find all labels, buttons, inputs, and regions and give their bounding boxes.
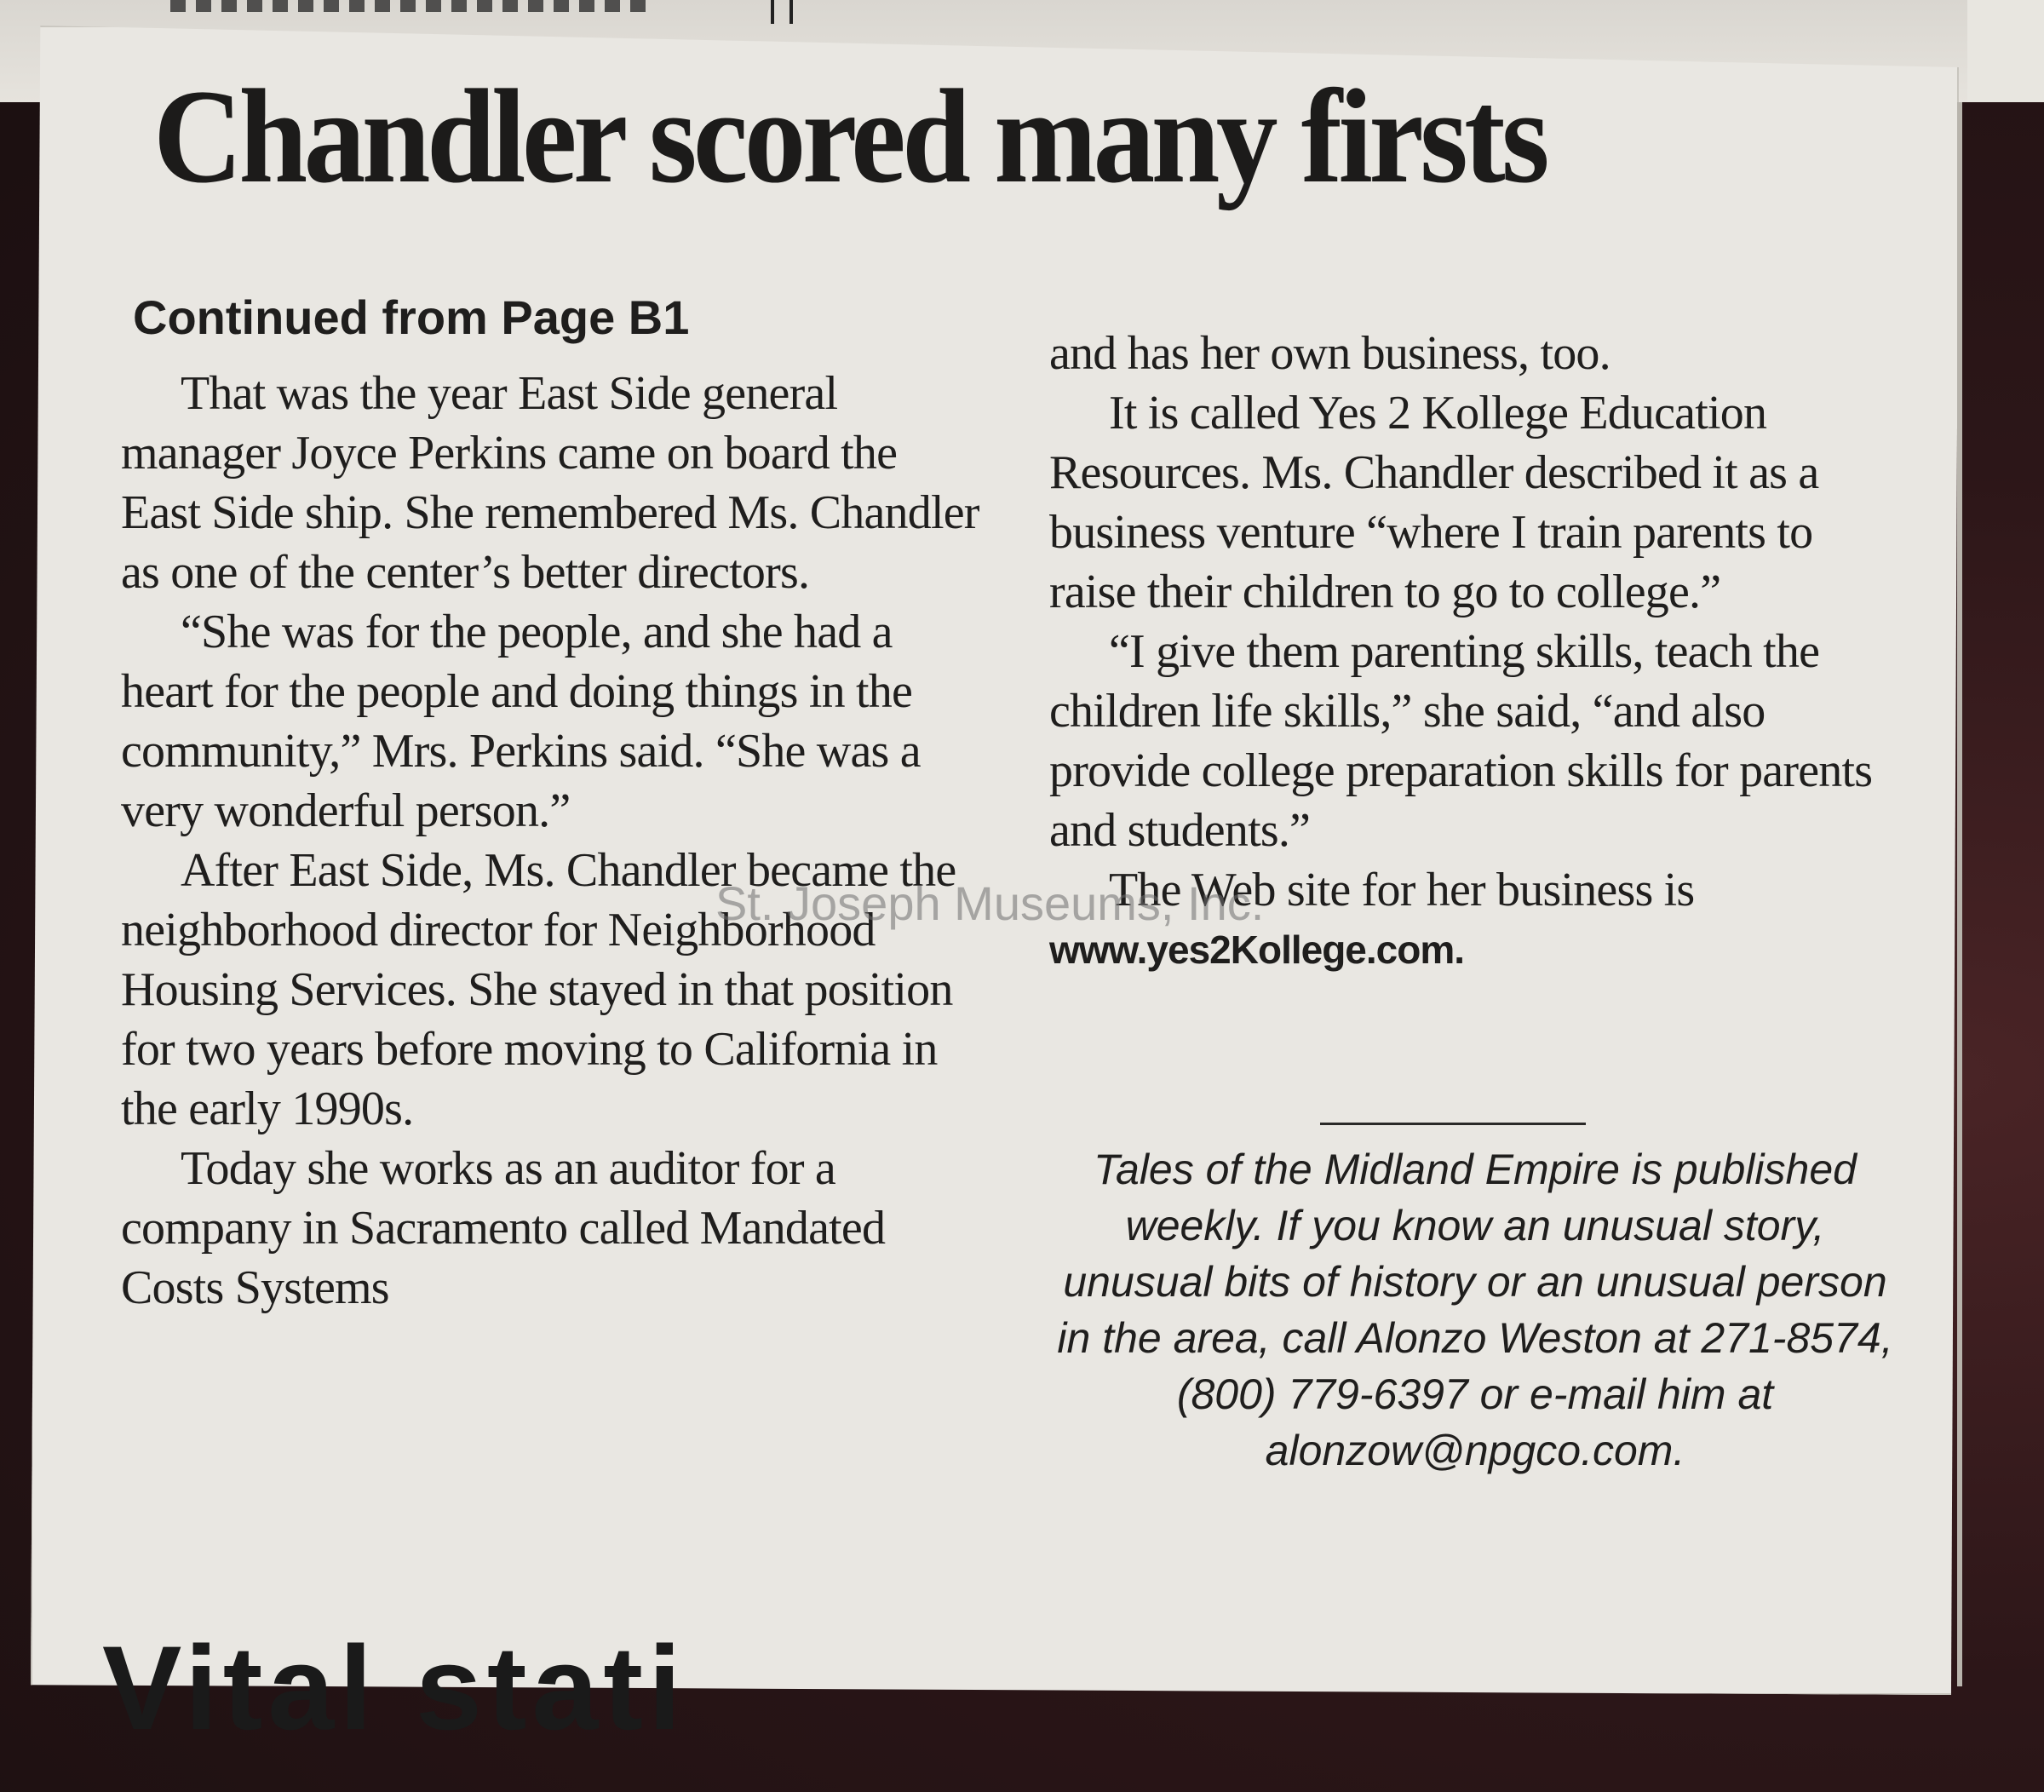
left-paragraph-2: “She was for the people, and she had a heart for the people and doing things in the community,” Mrs. Perkins said. “She was a very wonderful person.” [121,606,921,837]
website-suffix: . [1454,928,1465,972]
website-url: www.yes2Kollege.com [1049,928,1455,972]
right-paragraph-2: It is called Yes 2 Kollege Education Resources. Ms. Chandler described it as a business venture “where I train parents to raise their children to go to college.” [1049,387,1819,618]
top-strip-ink [170,0,647,12]
left-paragraph-3: After East Side, Ms. Chandler became the neighborhood director for Neighborhood Housing Services. She stayed in that position for two years before moving to California in the early 1990s. [121,844,956,1135]
left-column [121,290,981,1318]
column-rule [1957,102,1962,1686]
next-article-headline-fragment: Vital stati [102,1621,686,1755]
left-paragraph-1: That was the year East Side general manager Joyce Perkins came on board the East Side ship. She remembered Ms. Chandler as one of the center’s better directors. [121,367,979,599]
headline: Chandler scored many firsts [153,62,1546,211]
tagline-divider [1320,1123,1586,1125]
right-paragraph-4: The Web site for her business is [1109,864,1695,916]
right-paragraph-1: and has her own business, too. [1049,327,1611,380]
continued-kicker: Continued from Page B1 [133,290,690,344]
right-paper-strip [1967,0,2044,102]
right-column [1049,324,1909,973]
museum-watermark: St. Joseph Museums, Inc. [715,876,1265,930]
website-line [1049,927,1909,973]
next-article-fragment [102,1621,869,1755]
column-tagline: Tales of the Midland Empire is published weekly. If you know an unusual story, unusual bits of history or an unusual person in the area, call Alonzo Weston at 271-8574, (800) 779-6397 or e-mail him at alonzow@npgco.com. [1057,1146,1893,1474]
right-paragraph-3: “I give them parenting skills, teach the children life skills,” she said, “and also provide college preparation skills for parents and students.” [1049,625,1873,857]
left-paragraph-4: Today she works as an auditor for a company in Sacramento called Mandated Costs Systems [121,1142,886,1314]
top-strip-mark [771,0,793,24]
